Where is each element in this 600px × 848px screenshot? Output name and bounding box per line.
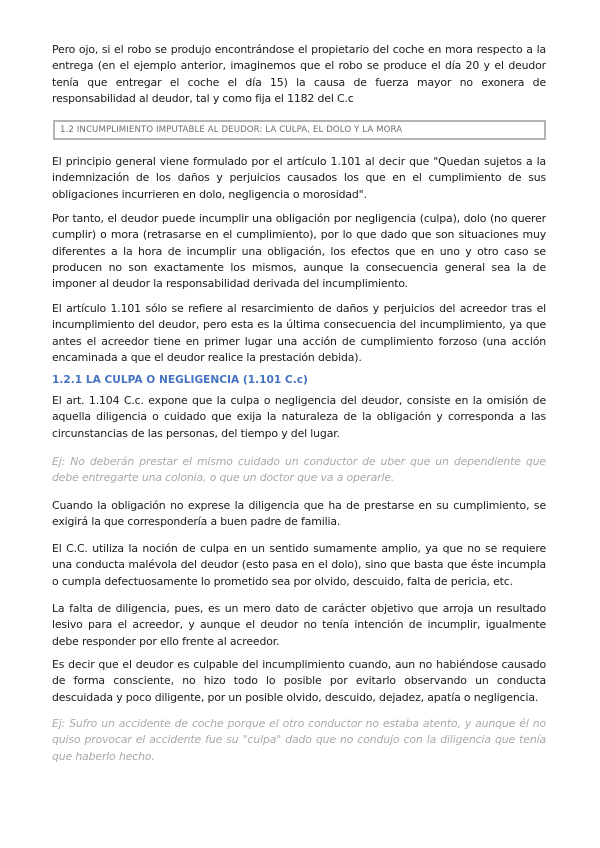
lack-of-diligence-paragraph: La falta de diligencia, pues, es un mero dato de carácter objetivo que arroja un resultado lesivo para el acreedor, y aunque el deudor no tenía intención de incumplir, igualmente debe responder por ello frente al acreedor.: [52, 602, 546, 648]
diligence-paragraph: Cuando la obligación no exprese la diligencia que ha de prestarse en su cumplimiento, se exigirá la que correspondería a buen padre de familia.: [52, 499, 546, 529]
culpable-debtor-paragraph: Es decir que el deudor es culpable del incumplimiento cuando, aun no habiéndose causado de forma consciente, no hizo todo lo posible por evitarlo observando un conducta descuidada y poco diligente, por un posible olvido, descuido, dejadez, apatía o negligencia.: [52, 658, 546, 704]
example-paragraph-2: Ej: Sufro un accidente de coche porque el otro conductor no estaba atento, y aunque él no quiso provocar el accidente fue su "culpa" dado que no condujo con la diligencia que tenía que haberlo hecho.: [52, 717, 546, 763]
article-1101-paragraph: El artículo 1.101 sólo se refiere al resarcimiento de daños y perjuicios del acreedor tras el incumplimiento del deudor, pero esta es la última consecuencia del incumplimiento, ya que antes el acreedor tiene en primer lugar una acción de cumplimiento forzoso (una acción encaminada a que el deudor realice la prestación debida).: [52, 302, 546, 364]
principle-paragraph: El principio general viene formulado por el artículo 1.101 al decir que "Quedan sujetos a la indemnización de los daños y perjuicios causados los que en el cumplimiento de sus obligaciones incurrieren en dolo, negligencia o morosidad".: [52, 155, 546, 201]
intro-paragraph: Pero ojo, si el robo se produjo encontrándose el propietario del coche en mora respecto a la entrega (en el ejemplo anterior, imaginemos que el robo se produce el día 20 y el deudor tenía que entregar el coche el día 15) la causa de fuerza mayor no exonera de responsabilidad al deudor, tal y como fija el 1182 del C.c: [52, 43, 546, 105]
culpa-notion-paragraph: El C.C. utiliza la noción de culpa en un sentido sumamente amplio, ya que no se requiere una conducta malévola del deudor (esto pasa en el dolo), sino que basta que éste incumpla o cumpla defectuosamente lo prometido sea por olvido, descuido, falta de pericia, etc.: [52, 542, 546, 588]
breach-types-paragraph: Por tanto, el deudor puede incumplir una obligación por negligencia (culpa), dolo (no querer cumplir) o mora (retrasarse en el cumplimiento), por lo que dado que son situaciones muy diferentes a la hora de incumplir una obligación, los efectos que en uno y otro caso se producen no son exactamente los mismos, aunque la consecuencia general sea la de imponer al deudor la responsabilidad derivada del incumplimiento.: [52, 212, 546, 291]
article-1104-paragraph: El art. 1.104 C.c. expone que la culpa o negligencia del deudor, consiste en la omisión de aquella diligencia o cuidado que exija la naturaleza de la obligación y corresponda a las circunstancias de las personas, del tiempo y del lugar.: [52, 394, 546, 440]
subsection-heading: 1.2.1 LA CULPA O NEGLIGENCIA (1.101 C.c): [52, 374, 308, 386]
example-paragraph-1: Ej: No deberán prestar el mismo cuidado un conductor de uber que un dependiente que debe entregarte una colonia, o que un doctor que va a operarle.: [52, 455, 546, 485]
section-heading: 1.2 INCUMPLIMIENTO IMPUTABLE AL DEUDOR: LA CULPA, EL DOLO Y LA MORA: [53, 120, 546, 140]
